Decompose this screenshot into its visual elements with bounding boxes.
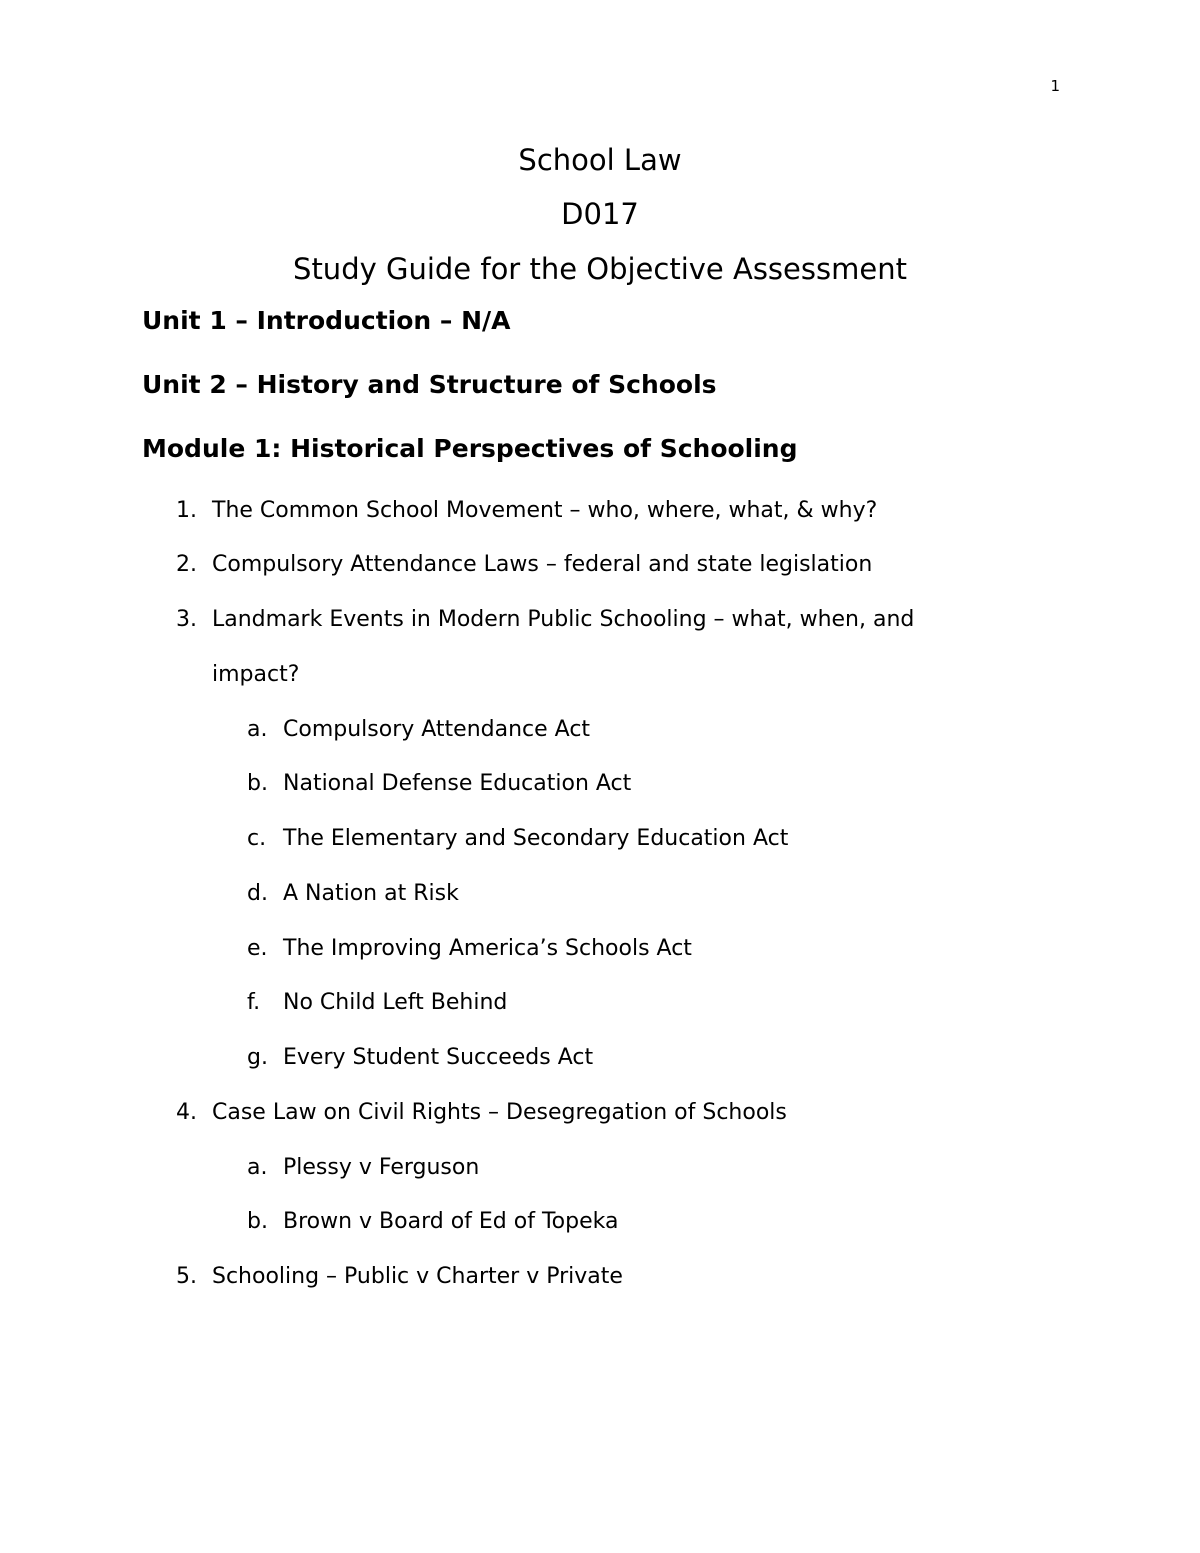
sub-list-marker: g. (247, 1045, 268, 1070)
list-marker: 2. (176, 552, 197, 577)
list-item-text: Case Law on Civil Rights – Desegregation of Schools (212, 1100, 787, 1125)
module-1-heading: Module 1: Historical Perspectives of Schooling (142, 434, 798, 463)
sub-list-marker: a. (247, 717, 268, 742)
sub-item-text: Compulsory Attendance Act (283, 717, 591, 742)
list-marker: 1. (176, 498, 197, 523)
list-marker: 5. (176, 1264, 197, 1289)
sub-item-text: National Defense Education Act (283, 771, 632, 796)
list-item-text: Schooling – Public v Charter v Private (212, 1264, 623, 1289)
sub-list-marker: a. (247, 1155, 268, 1180)
unit-1-heading: Unit 1 – Introduction – N/A (142, 306, 511, 335)
list-item-text: impact? (212, 662, 300, 687)
sub-item-text: Brown v Board of Ed of Topeka (283, 1209, 619, 1234)
list-item-text: Compulsory Attendance Laws – federal and state legislation (212, 552, 873, 577)
document-title: School Law (518, 143, 682, 177)
course-code: D017 (561, 197, 639, 231)
list-item-text: Landmark Events in Modern Public Schooling – what, when, and (212, 607, 915, 632)
sub-list-marker: d. (247, 881, 268, 906)
sub-list-marker: b. (247, 771, 268, 796)
sub-list-marker: c. (247, 826, 267, 851)
sub-item-text: The Improving America’s Schools Act (283, 936, 692, 961)
sub-item-text: A Nation at Risk (283, 881, 459, 906)
sub-list-marker: e. (247, 936, 268, 961)
unit-2-heading: Unit 2 – History and Structure of Schools (142, 370, 717, 399)
page-number: 1 (1050, 77, 1060, 95)
sub-item-text: Plessy v Ferguson (283, 1155, 480, 1180)
sub-item-text: The Elementary and Secondary Education Act (283, 826, 789, 851)
list-marker: 3. (176, 607, 197, 632)
sub-list-marker: f. (247, 990, 261, 1015)
list-item-text: The Common School Movement – who, where, what, & why? (212, 498, 878, 523)
sub-list-marker: b. (247, 1209, 268, 1234)
list-marker: 4. (176, 1100, 197, 1125)
document-subtitle: Study Guide for the Objective Assessment (293, 252, 907, 286)
sub-item-text: Every Student Succeeds Act (283, 1045, 594, 1070)
sub-item-text: No Child Left Behind (283, 990, 508, 1015)
